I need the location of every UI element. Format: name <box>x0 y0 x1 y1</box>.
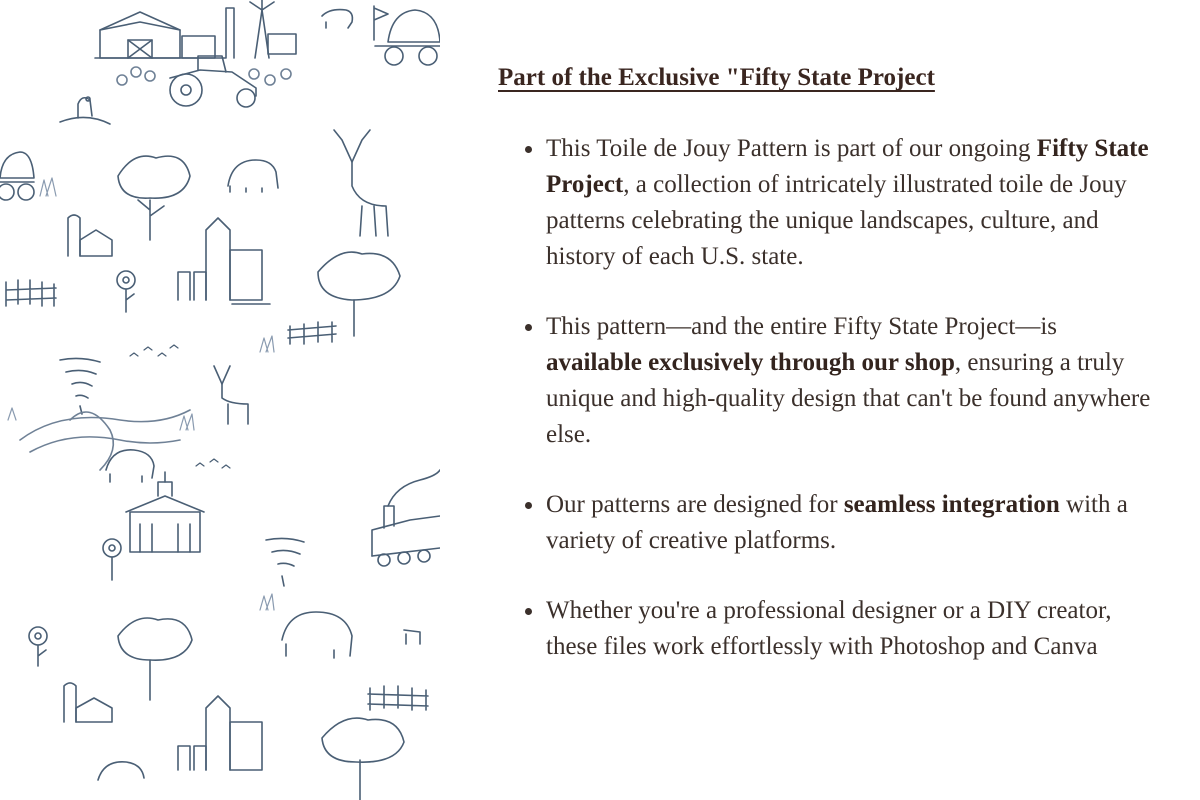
bullet-emphasis: Fifty State Project <box>546 135 1149 198</box>
covered-wagon-icon <box>0 152 34 200</box>
deer-icon <box>214 130 420 644</box>
bullet-text: Whether you're a professional designer or a DIY creator, these files work effortlessly with Photoshop and Canva <box>546 597 1112 660</box>
tractor-icon <box>170 56 256 107</box>
toile-pattern-illustration <box>0 0 440 800</box>
bullet-text: Our patterns are designed for <box>546 491 844 518</box>
product-description <box>498 58 1158 699</box>
list-item <box>498 131 1158 275</box>
tree-icon <box>118 156 404 800</box>
list-item <box>498 487 1158 559</box>
section-heading: Part of the Exclusive "Fifty State Project <box>498 64 935 91</box>
bison-icon <box>98 160 352 780</box>
field-road <box>20 410 190 470</box>
birds-icon <box>130 345 230 468</box>
list-item <box>498 593 1158 665</box>
bullet-emphasis: available exclusively through our shop <box>546 349 955 376</box>
covered-wagon-icon <box>374 6 440 65</box>
grass-tufts <box>8 178 274 610</box>
courthouse-icon <box>126 472 204 552</box>
bullet-text: , a collection of intricately illustrated toile de Jouy patterns celebrating the unique landscapes, culture, and history of each U.S. state. <box>546 171 1127 270</box>
bullet-text: , ensuring a truly unique and high-quality design that can't be found anywhere else. <box>546 349 1151 448</box>
bullet-emphasis: seamless integration <box>843 491 1060 518</box>
bullet-text: This Toile de Jouy Pattern is part of our ongoing <box>546 135 1037 162</box>
prairie-dog-icon <box>60 97 110 124</box>
windmill-icon <box>226 0 296 58</box>
steam-train-icon <box>372 470 440 566</box>
farmhouse-icon <box>64 215 112 722</box>
barn-icon <box>95 12 225 58</box>
bullet-text: This pattern—and the entire Fifty State Project—is <box>546 313 1057 340</box>
fence-icon <box>6 280 428 710</box>
list-item <box>498 309 1158 453</box>
sunflower-icon <box>29 271 135 666</box>
toile-pattern-panel <box>0 0 440 800</box>
bullet-text: with a variety of creative platforms. <box>546 491 1128 554</box>
feature-list <box>498 131 1158 665</box>
grain-elevator-icon <box>178 218 270 770</box>
bison-icon <box>322 10 352 28</box>
